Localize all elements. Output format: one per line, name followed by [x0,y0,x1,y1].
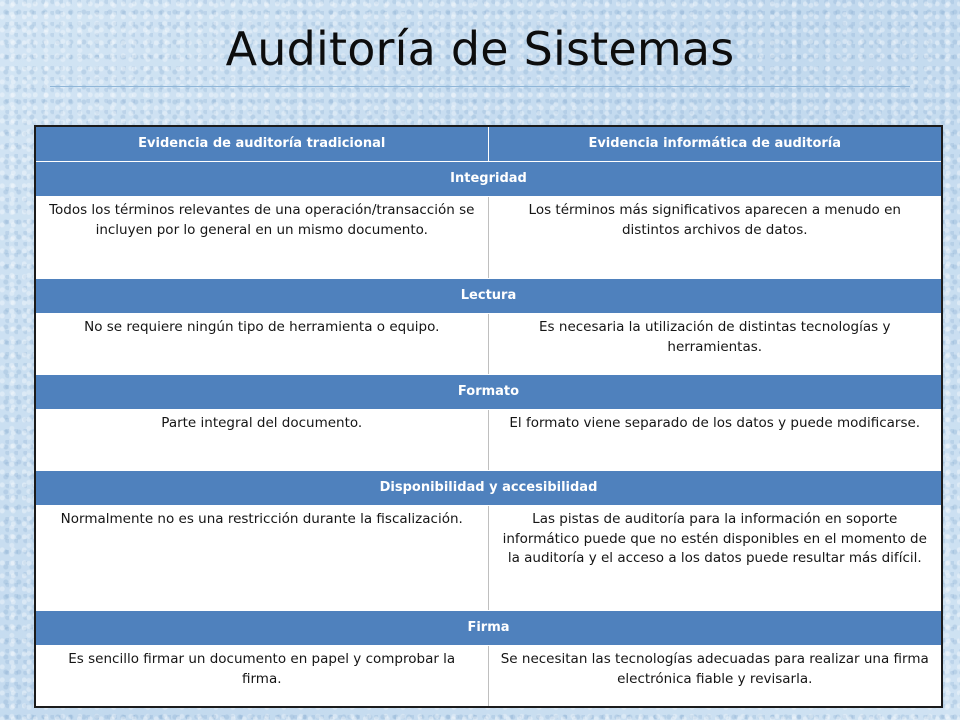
section-row-firma [35,611,942,646]
cell-computer-formato: El formato viene separado de los datos y puede modificarse. [488,410,942,471]
table-row [35,410,942,471]
cell-traditional-firma: Es sencillo firmar un documento en papel y comprobar la firma. [35,646,488,708]
table-row [35,314,942,375]
section-row-lectura [35,279,942,314]
table-header-row [35,126,942,162]
section-row-formato [35,375,942,410]
cell-traditional-formato: Parte integral del documento. [35,410,488,471]
slide-title: Auditoría de Sistemas [225,22,735,76]
cell-computer-disponibilidad: Las pistas de auditoría para la información en soporte informático puede que no estén disponibles en el momento de la auditoría y el acceso a los datos puede resultar más difícil. [488,506,942,611]
cell-traditional-integridad: Todos los términos relevantes de una operación/transacción se incluyen por lo general en un mismo documento. [35,197,488,279]
cell-traditional-disponibilidad: Normalmente no es una restricción durante la fiscalización. [35,506,488,611]
section-row-integridad [35,162,942,197]
title-divider [50,86,910,87]
cell-computer-integridad: Los términos más significativos aparecen a menudo en distintos archivos de datos. [488,197,942,279]
section-label-lectura: Lectura [35,279,942,314]
evidence-comparison-table [34,125,943,708]
section-label-integridad: Integridad [35,162,942,197]
cell-traditional-lectura: No se requiere ningún tipo de herramienta o equipo. [35,314,488,375]
header-traditional-evidence: Evidencia de auditoría tradicional [35,126,488,162]
header-computer-evidence: Evidencia informática de auditoría [488,126,942,162]
table-row [35,197,942,279]
cell-computer-lectura: Es necesaria la utilización de distintas tecnologías y herramientas. [488,314,942,375]
section-row-disponibilidad [35,471,942,506]
section-label-formato: Formato [35,375,942,410]
table-row [35,506,942,611]
section-label-firma: Firma [35,611,942,646]
cell-computer-firma: Se necesitan las tecnologías adecuadas para realizar una firma electrónica fiable y revisarla. [488,646,942,708]
table-row [35,646,942,708]
section-label-disponibilidad: Disponibilidad y accesibilidad [35,471,942,506]
